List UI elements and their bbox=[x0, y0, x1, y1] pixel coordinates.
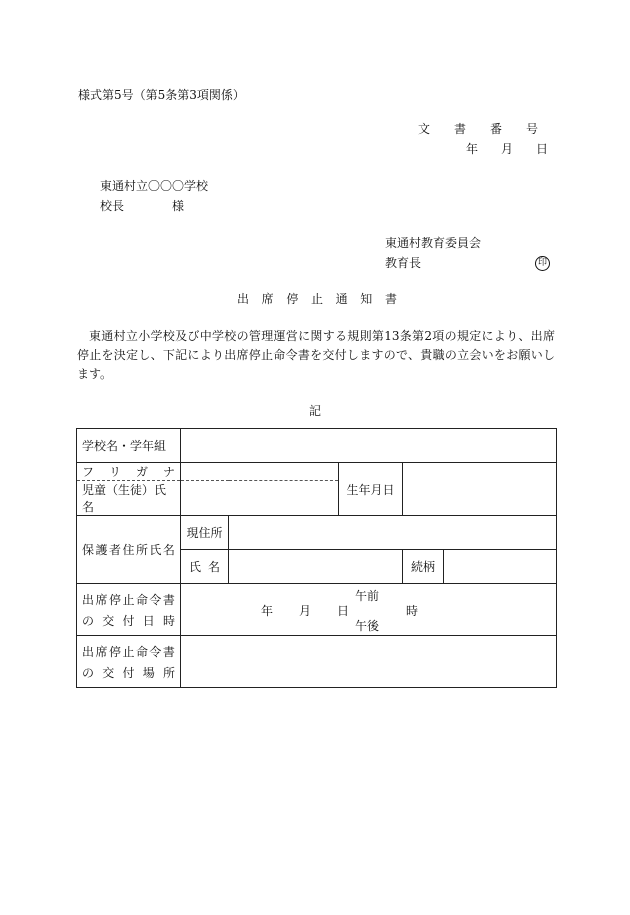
label-char: 付 bbox=[122, 665, 135, 680]
dt-month: 月 bbox=[299, 604, 312, 618]
label-char: 令 bbox=[149, 644, 162, 659]
label-delivery-place bbox=[77, 636, 181, 688]
label-char: 名 bbox=[207, 560, 220, 574]
label-char: の bbox=[82, 665, 95, 680]
sender-org: 東通村教育委員会 bbox=[385, 236, 482, 250]
am-label: 午前 bbox=[355, 589, 380, 603]
label-char: 止 bbox=[122, 592, 135, 607]
dt-year: 年 bbox=[261, 604, 274, 618]
label-school-grade: 学校名・学年組 bbox=[77, 429, 181, 463]
row-delivery-place bbox=[77, 636, 557, 688]
field-delivery-place[interactable] bbox=[181, 636, 557, 688]
label-char: 止 bbox=[310, 292, 323, 306]
label-address: 現住所 bbox=[181, 516, 229, 550]
label-char: 席 bbox=[95, 644, 108, 659]
field-guardian-name[interactable] bbox=[229, 550, 403, 584]
label-char: の bbox=[82, 613, 95, 628]
label-char: 所 bbox=[135, 543, 148, 557]
label-guardian bbox=[77, 516, 181, 584]
label-char: 停 bbox=[108, 592, 121, 607]
sender-title: 教育長 bbox=[385, 256, 422, 270]
label-char: 停 bbox=[108, 644, 121, 659]
field-school-grade[interactable] bbox=[181, 429, 557, 463]
label-char: 交 bbox=[102, 665, 115, 680]
label-char: 令 bbox=[149, 592, 162, 607]
label-char: 知 bbox=[360, 292, 373, 306]
label-char: 氏 bbox=[189, 560, 202, 574]
row-school-grade bbox=[77, 429, 557, 463]
recipient-sama: 様 bbox=[172, 199, 185, 213]
label-char: 命 bbox=[135, 592, 148, 607]
label-char: 書 bbox=[384, 292, 397, 306]
label-char: 止 bbox=[122, 644, 135, 659]
label-char: 氏 bbox=[149, 543, 162, 557]
label-char: 出 bbox=[237, 292, 250, 306]
field-furigana[interactable] bbox=[181, 463, 339, 481]
row-guardian-address bbox=[77, 516, 557, 550]
label-birthdate: 生年月日 bbox=[339, 463, 403, 516]
label-char: リ bbox=[108, 465, 121, 479]
label-char: 保 bbox=[82, 543, 95, 557]
label-char: 出 bbox=[82, 592, 95, 607]
dt-hour: 時 bbox=[406, 604, 419, 618]
field-delivery-datetime[interactable] bbox=[181, 584, 557, 636]
document-number-label: 文 書 番 号 bbox=[418, 122, 539, 136]
label-char: 者 bbox=[108, 543, 121, 557]
form-code: 様式第5号（第5条第3項関係） bbox=[78, 88, 245, 102]
seal-icon: 印 bbox=[535, 256, 550, 271]
label-char: 席 bbox=[95, 592, 108, 607]
label-char: 付 bbox=[122, 613, 135, 628]
dt-day: 日 bbox=[337, 604, 350, 618]
recipient-principal: 校長 bbox=[100, 199, 125, 213]
label-char: 命 bbox=[135, 644, 148, 659]
label-relation: 続柄 bbox=[403, 550, 444, 584]
recipient-school: 東通村立〇〇〇学校 bbox=[100, 179, 209, 193]
label-char: 出 bbox=[82, 644, 95, 659]
ki-label: 記 bbox=[309, 404, 322, 418]
label-char: 書 bbox=[162, 592, 175, 607]
label-char: 場 bbox=[142, 665, 155, 680]
label-char: 交 bbox=[102, 613, 115, 628]
seal-mark bbox=[535, 255, 550, 271]
date-month: 月 bbox=[500, 142, 513, 156]
date-day: 日 bbox=[535, 142, 548, 156]
body-text: 東通村立小学校及び中学校の管理運営に関する規則第13条第2項の規定により、出席停止を決定し、下記により出席停止命令書を交付しますので、貴職の立会いをお願いします。 bbox=[77, 329, 555, 381]
label-char: 停 bbox=[286, 292, 299, 306]
label-student-name: 児童（生徒）氏名 bbox=[77, 481, 181, 516]
document-title bbox=[237, 293, 397, 305]
label-char: ナ bbox=[162, 465, 175, 479]
label-char: 通 bbox=[335, 292, 348, 306]
label-char: 名 bbox=[162, 543, 175, 557]
label-char: 書 bbox=[162, 644, 175, 659]
label-delivery-datetime bbox=[77, 584, 181, 636]
label-char: 住 bbox=[122, 543, 135, 557]
date-line bbox=[466, 143, 548, 155]
label-char: フ bbox=[82, 465, 95, 479]
field-student-name[interactable] bbox=[181, 481, 339, 516]
row-furigana bbox=[77, 463, 557, 481]
label-char: 所 bbox=[162, 665, 175, 680]
row-delivery-datetime bbox=[77, 584, 557, 636]
label-char: 席 bbox=[261, 292, 274, 306]
field-birthdate[interactable] bbox=[403, 463, 557, 516]
date-year: 年 bbox=[466, 142, 479, 156]
label-char: 日 bbox=[142, 613, 155, 628]
label-furigana bbox=[77, 463, 181, 481]
label-char: ガ bbox=[135, 465, 148, 479]
form-table bbox=[76, 428, 557, 688]
label-char: 護 bbox=[95, 543, 108, 557]
pm-label: 午後 bbox=[355, 619, 380, 633]
label-char: 時 bbox=[162, 613, 175, 628]
field-relation[interactable] bbox=[444, 550, 557, 584]
field-address[interactable] bbox=[229, 516, 557, 550]
label-name bbox=[181, 550, 229, 584]
